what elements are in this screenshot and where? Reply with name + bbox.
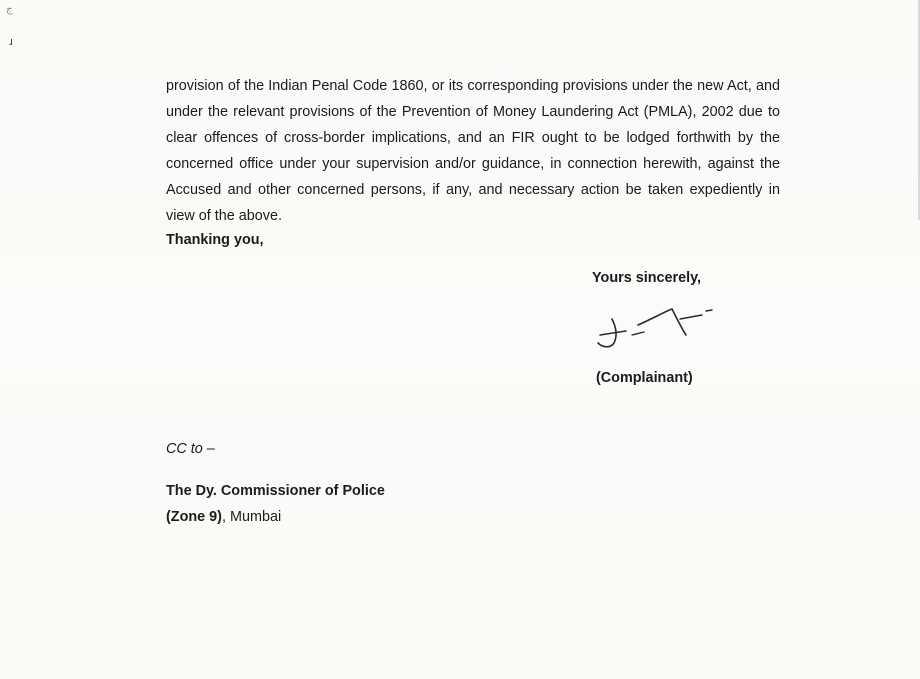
body-line: new Act, and under the relevant provisions of the Prevention of Money Laundering (166, 78, 781, 120)
signature-image (594, 305, 724, 355)
recipient-city: , Mumbai (221, 509, 282, 525)
body-line: if any, and necessary action be taken expediently in view of the above. (166, 182, 780, 224)
recipient-title: The Dy. Commissioner of Police (166, 483, 385, 499)
body-line: provision of the Indian Penal Code 1860, or its corresponding provisions under the (166, 78, 693, 94)
cc-label: CC to – (166, 441, 215, 457)
corner-mark-left: ɹ (9, 36, 13, 48)
body-line: guidance, in connection herewith, against the Accused and other concerned persons, (166, 156, 780, 198)
signer-name: (Complainant) (596, 370, 693, 386)
recipient-zone: (Zone 9) (166, 509, 222, 525)
body-paragraph (166, 73, 780, 229)
closing-salutation: Yours sincerely, (592, 270, 702, 286)
body-line: to be lodged forthwith by the concerned office under your supervision and/or (166, 130, 780, 172)
body-line: Act (PMLA), 2002 due to clear offences of cross-border implications, and an FIR ought (166, 104, 780, 146)
recipient-block (166, 478, 385, 530)
corner-mark-top: ج (6, 4, 13, 15)
thanks-line: Thanking you, (166, 232, 264, 248)
